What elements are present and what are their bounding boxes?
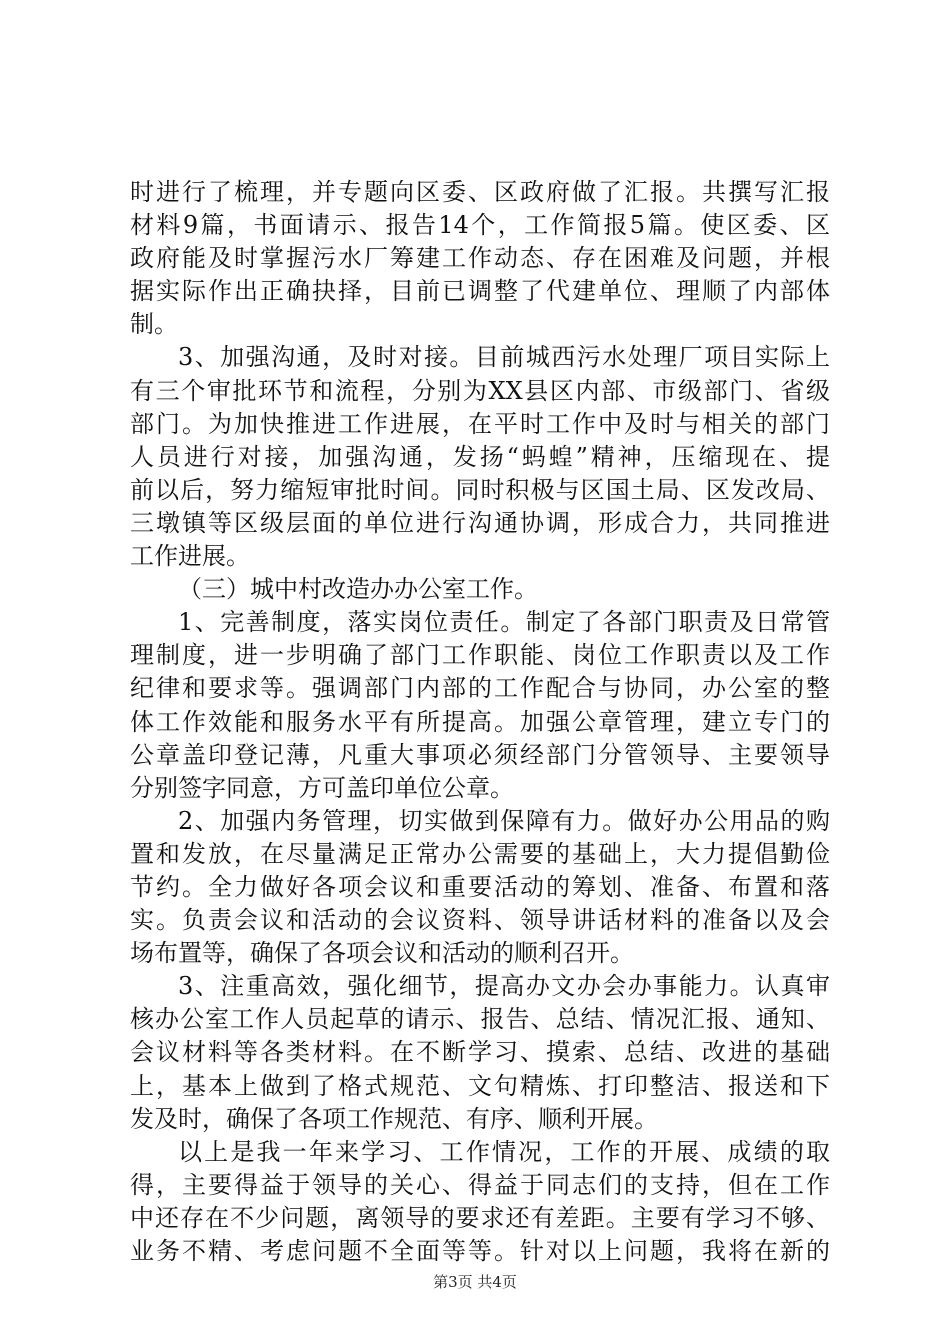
text-line: 会议材料等各类材料。在不断学习、摸索、总结、改进的基础 [130,1038,830,1067]
text-line: 有三个审批环节和流程，分别为XX县区内部、市级部门、省级 [130,376,830,405]
text-line: 政府能及时掌握污水厂筹建工作动态、存在困难及问题，并根 [130,244,830,273]
page-footer: 第3页 共4页 [433,1273,517,1291]
text-line: 据实际作出正确抉择，目前已调整了代建单位、理顺了内部体 [130,277,830,306]
text-line: 时进行了梳理，并专题向区委、区政府做了汇报。共撰写汇报 [130,178,830,206]
text-line: 节约。全力做好各项会议和重要活动的筹划、准备、布置和落 [130,872,830,901]
text-line: 发及时，确保了各项工作规范、有序、顺利开展。 [130,1104,658,1133]
text-line: 三墩镇等区级层面的单位进行沟通协调，形成合力，共同推进 [130,508,830,537]
text-line: 部门。为加快推进工作进展，在平时工作中及时与相关的部门 [130,409,830,438]
text-line: 中还存在不少问题，离领导的要求还有差距。主要有学习不够、 [130,1203,830,1232]
text-line: 纪律和要求等。强调部门内部的工作配合与协同，办公室的整 [130,674,830,703]
text-line: 公章盖印登记薄，凡重大事项必须经部门分管领导、主要领导 [130,740,830,769]
text-line: 体工作效能和服务水平有所提高。加强公章管理，建立专门的 [130,707,830,736]
text-line: 2、加强内务管理，切实做到保障有力。做好办公用品的购 [178,806,830,835]
text-line: （三）城中村改造办办公室工作。 [178,575,538,604]
document-body [130,176,830,1268]
text-line: 以上是我一年来学习、工作情况，工作的开展、成绩的取 [178,1137,830,1166]
text-line: 理制度，进一步明确了部门工作职能、岗位工作职责以及工作 [130,641,830,670]
text-line: 实。负责会议和活动的会议资料、领导讲话材料的准备以及会 [130,906,830,935]
text-line: 得，主要得益于领导的关心、得益于同志们的支持，但在工作 [130,1170,830,1199]
text-line: 3、加强沟通，及时对接。目前城西污水处理厂项目实际上 [178,343,830,372]
text-line: 材料9篇，书面请示、报告14个，工作简报5篇。使区委、区 [130,211,830,240]
text-line: 工作进展。 [130,542,250,571]
text-line: 制。 [130,310,178,339]
text-line: 分别签字同意，方可盖印单位公章。 [130,773,514,802]
text-line: 场布置等，确保了各项会议和活动的顺利召开。 [130,939,634,968]
text-line: 3、注重高效，强化细节，提高办文办会办事能力。认真审 [178,972,830,1001]
text-line: 前以后，努力缩短审批时间。同时积极与区国土局、区发改局、 [130,475,830,504]
text-line: 1、完善制度，落实岗位责任。制定了各部门职责及日常管 [178,608,830,637]
text-line: 人员进行对接，加强沟通，发扬“蚂蝗”精神，压缩现在、提 [130,442,830,471]
text-line: 上，基本上做到了格式规范、文句精炼、打印整洁、报送和下 [130,1071,830,1100]
text-line: 业务不精、考虑问题不全面等等。针对以上问题，我将在新的 [130,1237,830,1265]
text-line: 核办公室工作人员起草的请示、报告、总结、情况汇报、通知、 [130,1005,830,1034]
text-line: 置和发放，在尽量满足正常办公需要的基础上，大力提倡勤俭 [130,839,830,868]
